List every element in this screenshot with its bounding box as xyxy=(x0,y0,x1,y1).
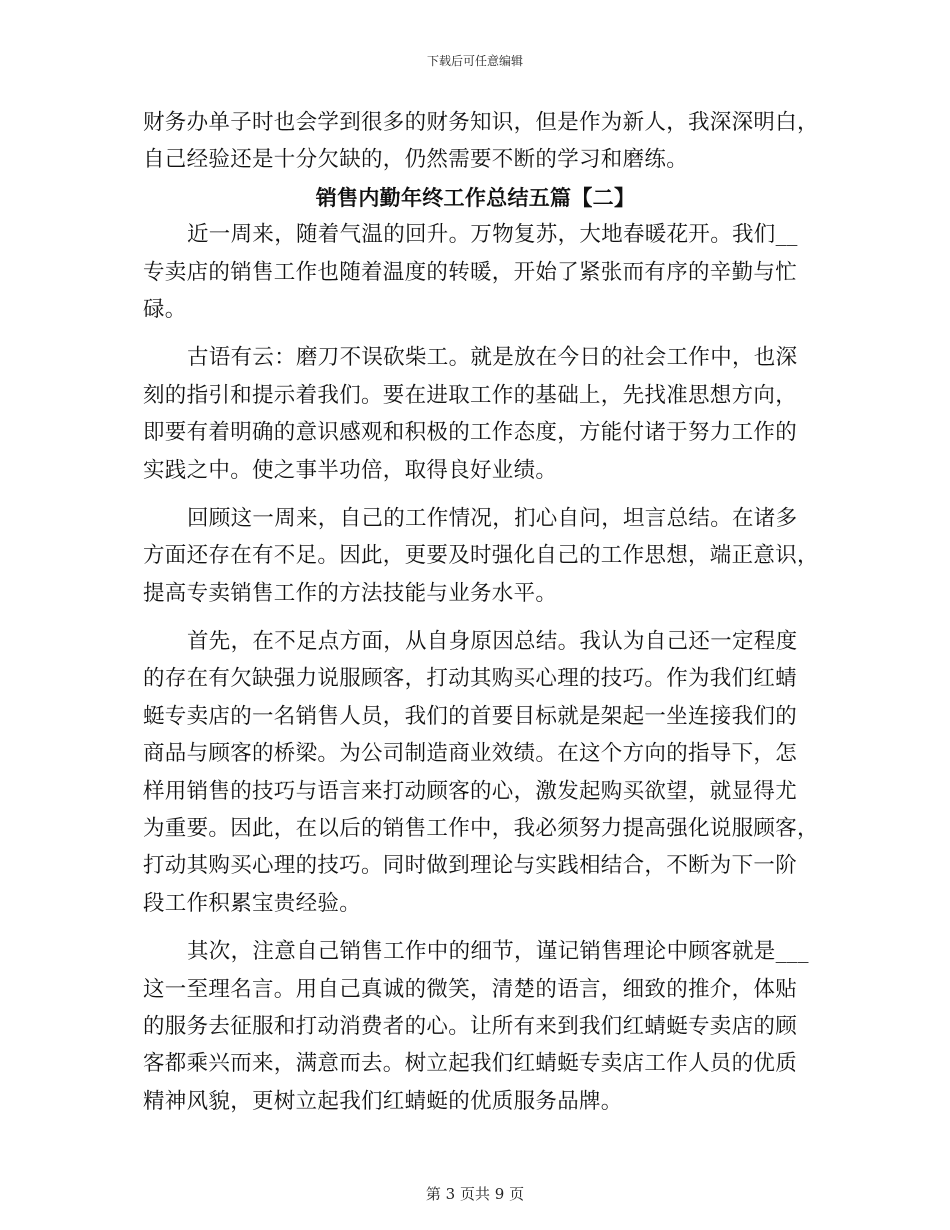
page-header: 下载后可任意编辑 xyxy=(426,54,523,68)
text-line: 这一至理名言。用自己真诚的微笑，清楚的语言，细致的推介，体贴 xyxy=(143,976,798,1002)
text-line: 蜓专卖店的一名销售人员，我们的首要目标就是架起一坐连接我们的 xyxy=(143,703,798,729)
text-line: 样用销售的技巧与语言来打动顾客的心，激发起购买欲望，就显得尤 xyxy=(143,778,798,804)
text-line: 段工作积累宝贵经验。 xyxy=(143,890,362,916)
text-line: 提高专卖销售工作的方法技能与业务水平。 xyxy=(143,580,558,606)
text-line: 刻的指引和提示着我们。要在进取工作的基础上，先找准思想方向， xyxy=(143,382,798,408)
text-line: 其次，注意自己销售工作中的细节，谨记销售理论中顾客就是___ xyxy=(187,939,809,965)
text-line: 首先，在不足点方面，从自身原因总结。我认为自己还一定程度 xyxy=(187,629,798,655)
text-line: 财务办单子时也会学到很多的财务知识，但是作为新人，我深深明白， xyxy=(143,110,819,135)
text-line: 即要有着明确的意识感观和积极的工作态度，方能付诸于努力工作的 xyxy=(143,420,798,446)
paragraph xyxy=(143,500,819,612)
section-title: 销售内勤年终工作总结五篇【二】 xyxy=(315,184,636,210)
text-line: 商品与顾客的桥梁。为公司制造商业效绩。在这个方向的指导下，怎 xyxy=(143,741,798,767)
text-line: 的存在有欠缺强力说服顾客，打动其购买心理的技巧。作为我们红蜻 xyxy=(143,666,798,692)
paragraph xyxy=(143,339,808,489)
text-line: 实践之中。使之事半功倍，取得良好业绩。 xyxy=(143,457,558,483)
text-line: 的服务去征服和打动消费者的心。让所有来到我们红蜻蜓专卖店的顾 xyxy=(143,1013,798,1039)
text-line: 回顾这一周来，自己的工作情况，扪心自问，坦言总结。在诸多 xyxy=(187,505,798,531)
page-number: 第 3 页共 9 页 xyxy=(425,1185,525,1203)
text-line: 方面还存在有不足。因此，更要及时强化自己的工作思想，端正意识， xyxy=(143,543,819,569)
text-line: 打动其购买心理的技巧。同时做到理论与实践相结合，不断为下一阶 xyxy=(143,853,798,879)
text-line: 自己经验还是十分欠缺的，仍然需要不断的学习和磨练。 xyxy=(143,147,689,173)
text-line: 专卖店的销售工作也随着温度的转暖，开始了紧张而有序的辛勤与忙 xyxy=(143,259,798,285)
text-line: 为重要。因此，在以后的销售工作中，我必须努力提高强化说服顾客， xyxy=(143,816,819,842)
paragraph xyxy=(143,623,819,922)
text-line: 近一周来，随着气温的回升。万物复苏，大地春暖花开。我们__ xyxy=(187,222,798,248)
document-body xyxy=(143,104,819,1120)
paragraph xyxy=(143,216,808,328)
text-line: 古语有云：磨刀不误砍柴工。就是放在今日的社会工作中，也深 xyxy=(187,345,798,371)
paragraph xyxy=(143,933,808,1120)
text-line: 精神风貌，更树立起我们红蜻蜓的优质服务品牌。 xyxy=(143,1088,623,1114)
text-line: 碌。 xyxy=(143,296,187,322)
paragraph xyxy=(143,104,819,179)
text-line: 客都乘兴而来，满意而去。树立起我们红蜻蜓专卖店工作人员的优质 xyxy=(143,1051,798,1077)
